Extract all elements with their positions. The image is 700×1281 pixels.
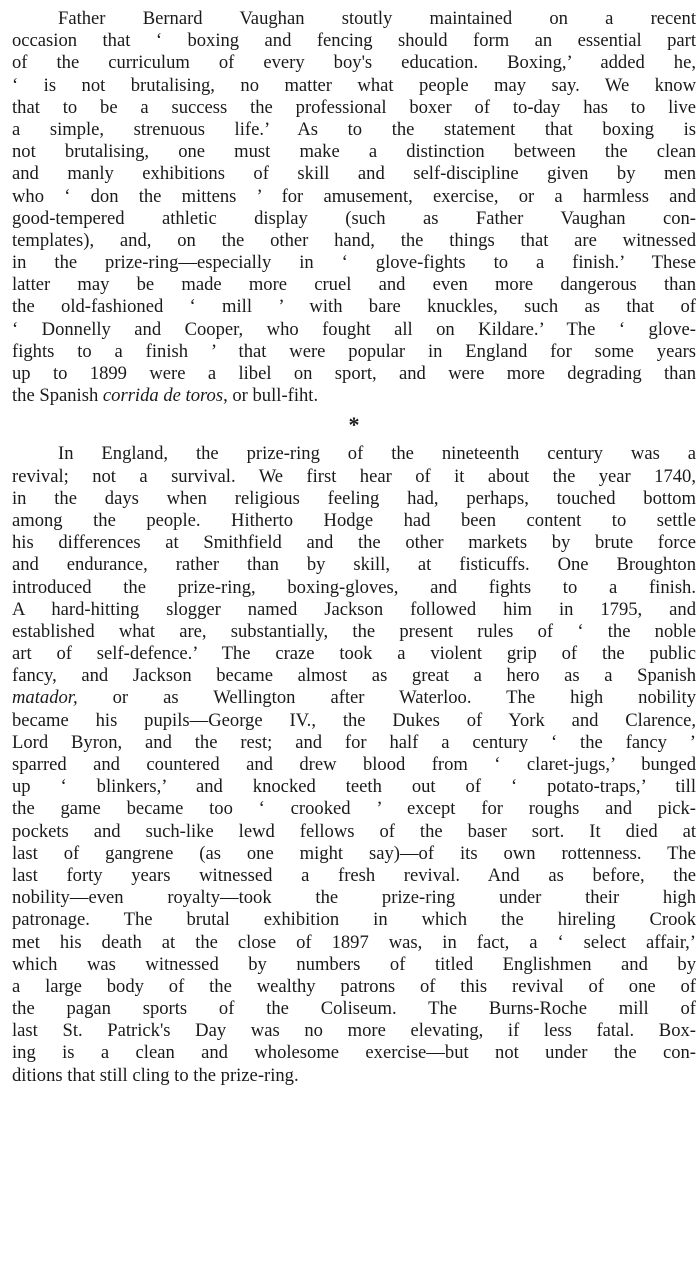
paragraph-2 bbox=[12, 443, 696, 1086]
text-run: , or bull-fiht. bbox=[223, 385, 319, 407]
text-run: the Spanish bbox=[12, 385, 103, 407]
text-run: or as Wellington after Waterloo. The high nobility bbox=[77, 687, 696, 709]
text-line: who ‘ don the mittens ’ for amusement, exercise, or a harmless and bbox=[12, 185, 696, 207]
text-line: ‘ Donnelly and Cooper, who fought all on Kildare.’ The ‘ glove- bbox=[12, 318, 696, 340]
italic-phrase: matador, bbox=[12, 687, 78, 709]
text-line: among the people. Hitherto Hodge had been content to settle bbox=[12, 509, 696, 531]
text-line: in the prize-ring—especially in ‘ glove-fights to a finish.’ These bbox=[12, 252, 696, 274]
text-line: pockets and such-like lewd fellows of the baser sort. It died at bbox=[12, 820, 696, 842]
text-line: In England, the prize-ring of the nineteenth century was a bbox=[58, 443, 696, 465]
text-line: introduced the prize-ring, boxing-gloves, and fights to a finish. bbox=[12, 576, 696, 598]
text-line: sparred and countered and drew blood from ‘ claret-jugs,’ bunged bbox=[12, 754, 696, 775]
text-line: occasion that ‘ boxing and fencing should form an essential part bbox=[12, 30, 696, 52]
text-line: and endurance, rather than by skill, at fisticuffs. One Broughton bbox=[12, 554, 696, 576]
text-line: ‘ is not brutalising, no matter what people may say. We know bbox=[12, 74, 696, 96]
text-line: not brutalising, one must make a distinction between the clean bbox=[12, 141, 696, 163]
text-line: nobility—even royalty—took the prize-ring under their high bbox=[12, 887, 696, 909]
text-line: fancy, and Jackson became almost as great a hero as a Spanish bbox=[12, 665, 696, 687]
text-line: and manly exhibitions of skill and self-discipline given by men bbox=[12, 163, 696, 185]
document-page bbox=[12, 8, 696, 1087]
section-separator: * bbox=[348, 412, 360, 438]
text-line: his differences at Smithfield and the other markets by brute force bbox=[12, 532, 696, 554]
text-line: the game became too ‘ crooked ’ except for roughs and pick- bbox=[12, 798, 696, 820]
text-line: templates), and, on the other hand, the things that are witnessed bbox=[12, 229, 696, 251]
text-line: Lord Byron, and the rest; and for half a century ‘ the fancy ’ bbox=[12, 731, 696, 753]
text-line: a large body of the wealthy patrons of this revival of one of bbox=[12, 975, 696, 997]
text-line: latter may be made more cruel and even more dangerous than bbox=[12, 274, 696, 296]
text-line: became his pupils—George IV., the Dukes of York and Clarence, bbox=[12, 709, 696, 731]
text-line: established what are, substantially, the present rules of ‘ the noble bbox=[12, 620, 696, 642]
text-line: art of self-defence.’ The craze took a violent grip of the public bbox=[12, 643, 696, 665]
text-line: the old-fashioned ‘ mill ’ with bare knuckles, such as that of bbox=[12, 296, 696, 318]
text-line: a simple, strenuous life.’ As to the statement that boxing is bbox=[12, 118, 696, 140]
text-line: patronage. The brutal exhibition in which the hireling Crook bbox=[12, 909, 696, 931]
text-line: of the curriculum of every boy's education. Boxing,’ added he, bbox=[12, 52, 696, 74]
text-line: fights to a finish ’ that were popular in England for some years bbox=[12, 340, 696, 362]
text-line: which was witnessed by numbers of titled Englishmen and by bbox=[12, 953, 696, 975]
text-line: met his death at the close of 1897 was, in fact, a ‘ select affair,’ bbox=[12, 931, 696, 953]
text-line: the pagan sports of the Coliseum. The Burns-Roche mill of bbox=[12, 998, 696, 1020]
text-line: ditions that still cling to the prize-ring. bbox=[12, 1064, 299, 1086]
text-line bbox=[12, 385, 696, 407]
text-line: last of gangrene (as one might say)—of its own rottenness. The bbox=[12, 842, 696, 864]
text-line: up to 1899 were a libel on sport, and were more degrading than bbox=[12, 363, 696, 384]
text-line: that to be a success the professional boxer of to-day has to live bbox=[12, 96, 696, 118]
text-line: A hard-hitting slogger named Jackson followed him in 1795, and bbox=[12, 598, 696, 620]
text-line: Father Bernard Vaughan stoutly maintained on a recent bbox=[58, 8, 696, 29]
paragraph-1 bbox=[12, 8, 696, 407]
text-line: ing is a clean and wholesome exercise—but not under the con- bbox=[12, 1042, 696, 1064]
text-line: last forty years witnessed a fresh revival. And as before, the bbox=[12, 864, 696, 886]
text-line: last St. Patrick's Day was no more elevating, if less fatal. Box- bbox=[12, 1020, 696, 1042]
text-line bbox=[12, 687, 696, 709]
text-line: revival; not a survival. We first hear of it about the year 1740, bbox=[12, 465, 696, 487]
text-line: up ‘ blinkers,’ and knocked teeth out of ‘ potato-traps,’ till bbox=[12, 776, 696, 798]
text-line: in the days when religious feeling had, perhaps, touched bottom bbox=[12, 487, 696, 509]
italic-phrase: corrida de toros bbox=[102, 385, 224, 407]
text-line: good-tempered athletic display (such as Father Vaughan con- bbox=[12, 207, 696, 229]
